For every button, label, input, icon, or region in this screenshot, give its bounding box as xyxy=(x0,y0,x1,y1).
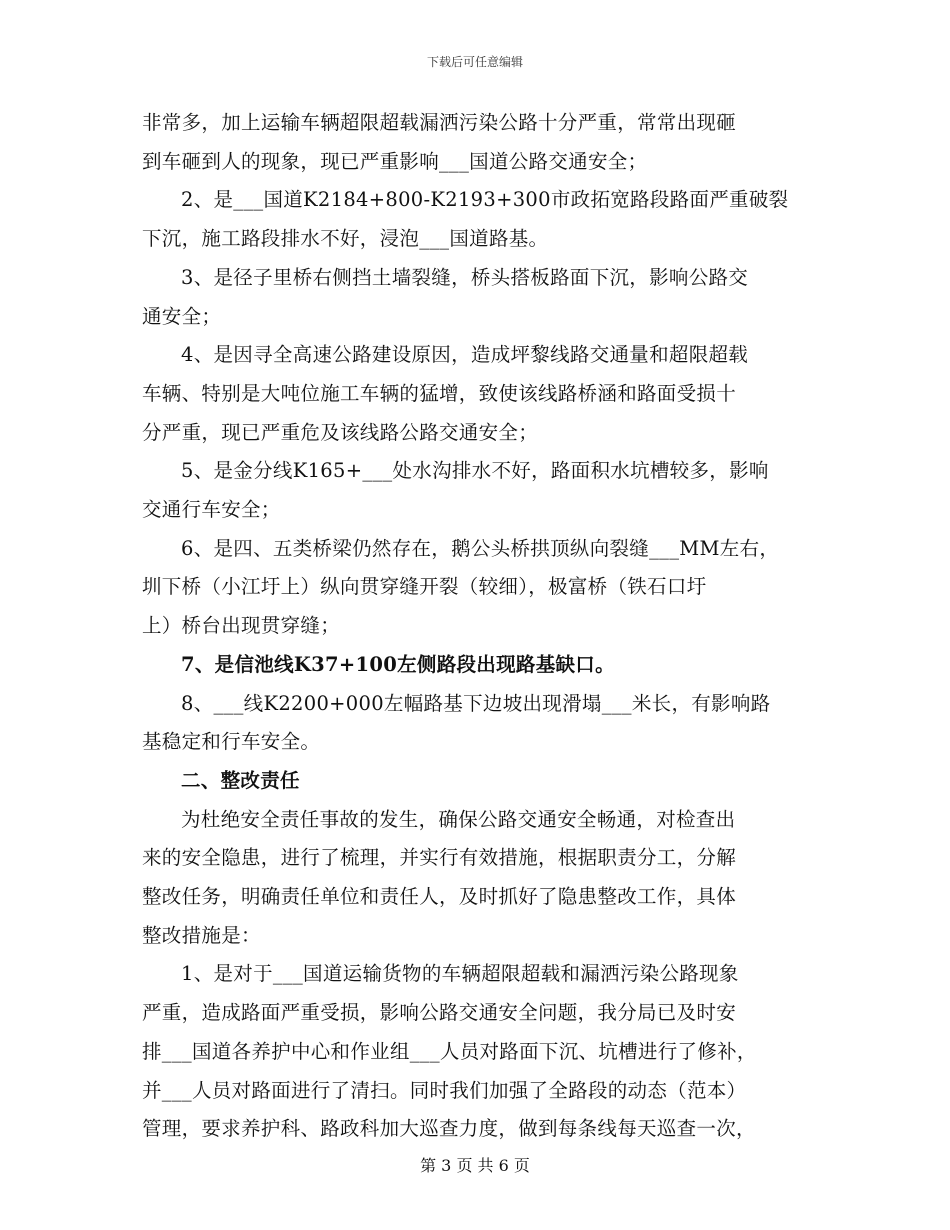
text-line: 圳下桥（小江圩上）纵向贯穿缝开裂（较细），极富桥（铁石口圩 xyxy=(142,575,707,599)
text-line: 下沉，施工路段排水不好，浸泡___国道路基。 xyxy=(142,227,549,251)
page-header: 下载后可任意编辑 xyxy=(426,55,523,69)
text-line: 严重，造成路面严重受损，影响公路交通安全问题，我分局已及时安 xyxy=(142,1001,737,1025)
text-line: 8、___线K2200+000左幅路基下边坡出现滑塌___米长，有影响路 xyxy=(181,691,771,715)
text-line: 整改措施是： xyxy=(142,923,261,947)
text-line: 上）桥台出现贯穿缝； xyxy=(142,614,341,638)
text-line: 管理，要求养护科、路政科加大巡查力度，做到每条线每天巡查一次， xyxy=(142,1117,756,1141)
document-body xyxy=(142,104,810,1149)
text-line: 排___国道各养护中心和作业组___人员对路面下沉、坑槽进行了修补， xyxy=(142,1039,757,1063)
text-line: 2、是___国道K2184+800-K2193+300市政拓宽路段路面严重破裂 xyxy=(181,188,789,212)
text-line: 通安全； xyxy=(142,304,222,328)
text-line: 为杜绝安全责任事故的发生，确保公路交通安全畅通，对检查出 xyxy=(181,807,736,831)
text-line: 1、是对于___国道运输货物的车辆超限超载和漏洒污染公路现象 xyxy=(181,962,739,986)
heading-line: 二、整改责任 xyxy=(181,768,300,792)
text-line: 基稳定和行车安全。 xyxy=(142,730,321,754)
text-line: 5、是金分线K165+___处水沟排水不好，路面积水坑槽较多，影响 xyxy=(181,459,769,483)
page-footer: 第 3 页 共 6 页 xyxy=(420,1156,530,1175)
text-line: 来的安全隐患，进行了梳理，并实行有效措施，根据职责分工，分解 xyxy=(142,846,737,870)
text-line: 并___人员对路面进行了清扫。同时我们加强了全路段的动态（范本） xyxy=(142,1078,747,1102)
text-line: 4、是因寻全高速公路建设原因，造成坪黎线路交通量和超限超载 xyxy=(181,343,749,367)
text-line: 非常多，加上运输车辆超限超载漏洒污染公路十分严重，常常出现砸 xyxy=(142,111,737,134)
text-line: 3、是径子里桥右侧挡土墙裂缝，桥头搭板路面下沉，影响公路交 xyxy=(181,265,749,289)
text-line: 车辆、特别是大吨位施工车辆的猛增，致使该线路桥涵和路面受损十 xyxy=(142,381,737,405)
text-line: 交通行车安全； xyxy=(142,498,281,522)
text-line: 整改任务，明确责任单位和责任人，及时抓好了隐患整改工作，具体 xyxy=(142,885,737,909)
text-line: 到车砸到人的现象，现已严重影响___国道公路交通安全； xyxy=(142,149,648,173)
text-line: 分严重，现已严重危及该线路公路交通安全； xyxy=(142,420,539,444)
text-line: 6、是四、五类桥梁仍然存在，鹅公头桥拱顶纵向裂缝___MM左右， xyxy=(181,536,780,560)
heading-line: 7、是信池线K37+100左侧路段出现路基缺口。 xyxy=(181,652,615,676)
